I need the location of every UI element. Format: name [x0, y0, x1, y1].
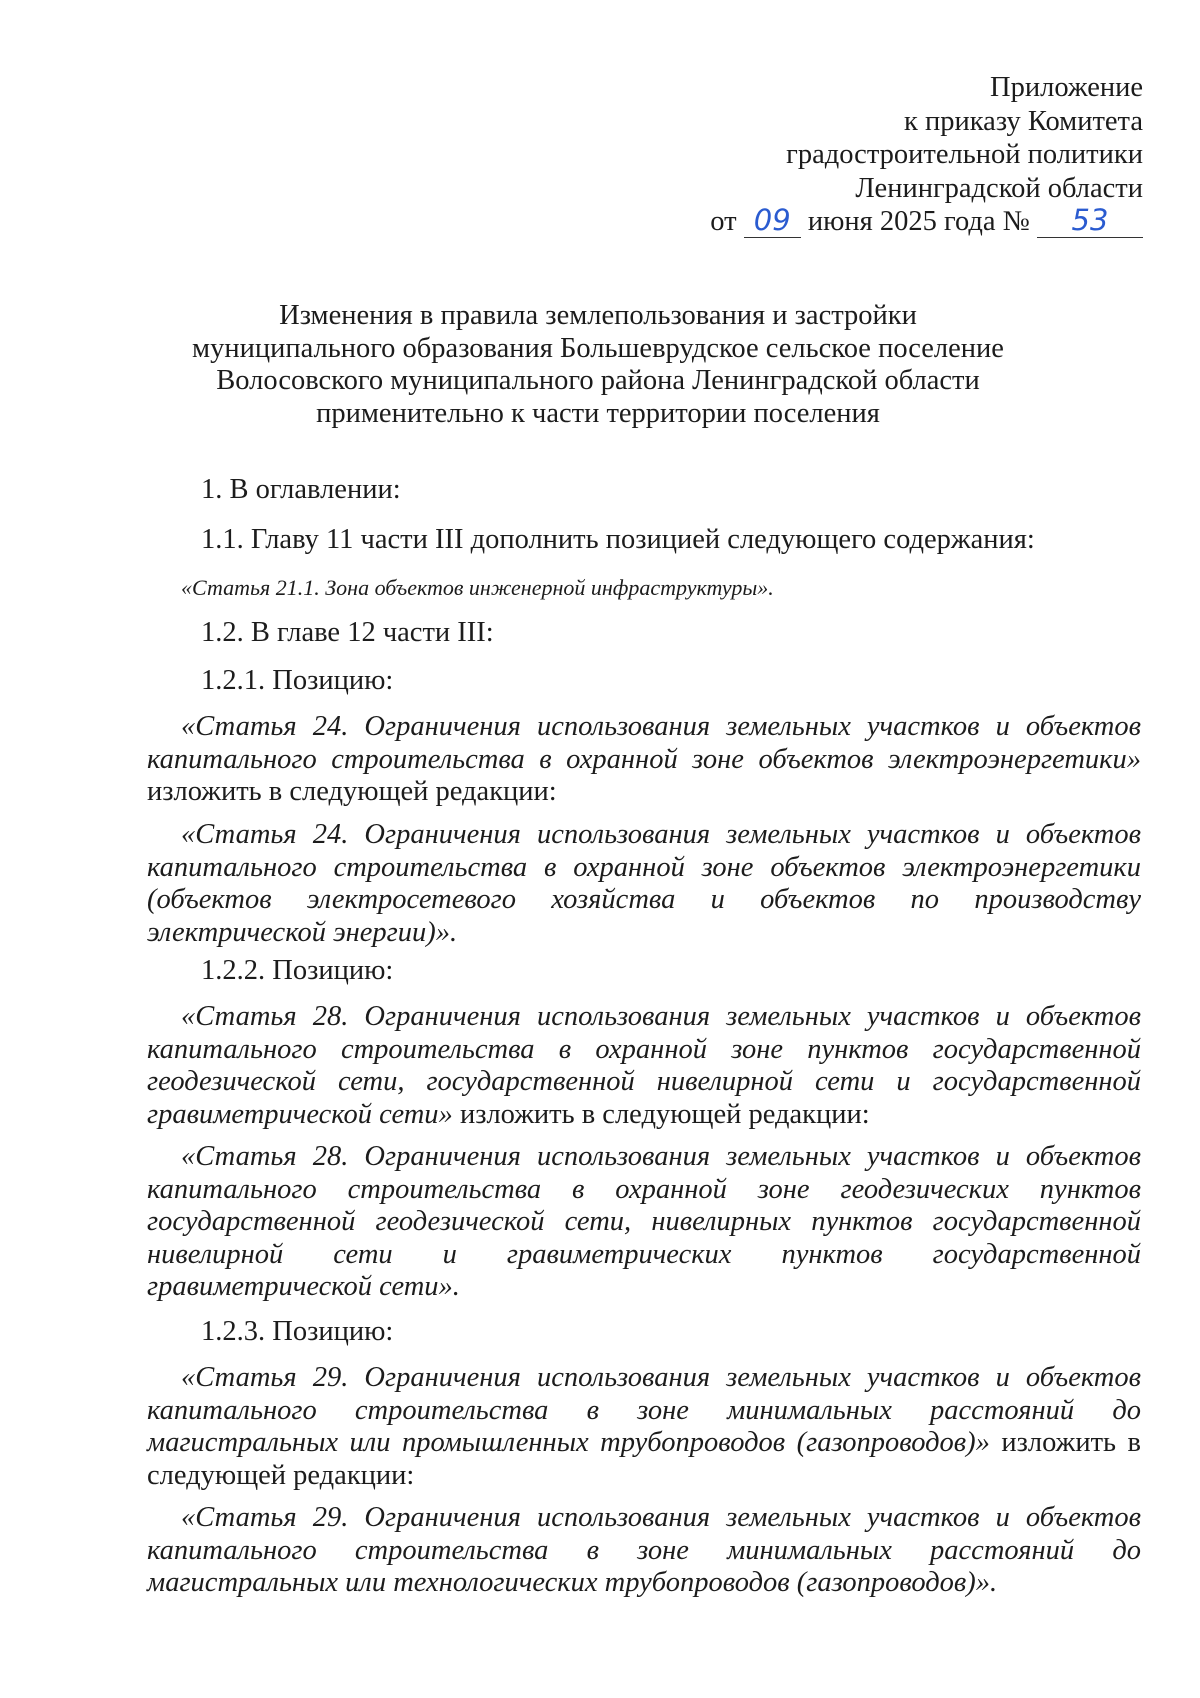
- article-29-old: «Статья 29. Ограничения использования земельных участков и объектов капитального строительства в зоне минимальных расстояний до магистральных или промышленных трубопроводов (газопроводов)» изложить в следующей редакции:: [147, 1362, 1142, 1491]
- list-item: 1.2.3. Позицию:: [201, 1316, 394, 1347]
- article-24-new: «Статья 24. Ограничения использования земельных участков и объектов капитального строительства в охранной зоне объектов электроэнергетики (объектов электросетевого хозяйства и объектов по производству электрической энергии)».: [147, 819, 1141, 948]
- article-29-new: «Статья 29. Ограничения использования земельных участков и объектов капитального строительства в зоне минимальных расстояний до магистральных или технологических трубопроводов (газопроводов)».: [147, 1502, 1141, 1598]
- handwritten-number: 53: [1071, 203, 1109, 237]
- article-28-new: «Статья 28. Ограничения использования земельных участков и объектов капитального строительства в охранной зоне геодезических пунктов государственной геодезической сети, нивелирных пунктов государственной нивелирной сети и гравиметрических пунктов государственной гравиметрической сети».: [147, 1141, 1141, 1302]
- document-title: [138, 300, 1058, 430]
- list-item: 1.2.2. Позицию:: [201, 955, 394, 986]
- appendix-header: [710, 71, 1143, 239]
- title-line: применительно к части территории поселения: [316, 397, 880, 429]
- date-prefix: от: [710, 206, 737, 237]
- header-line: градостроительной политики: [786, 139, 1143, 170]
- title-line: Изменения в правила землепользования и застройки: [279, 300, 917, 331]
- order-date-line: [710, 205, 1143, 239]
- article-24-old: «Статья 24. Ограничения использования земельных участков и объектов капитального строительства в охранной зоне объектов электроэнергетики» изложить в следующей редакции:: [147, 711, 1141, 807]
- header-line: Ленинградской области: [855, 172, 1143, 204]
- list-item: 1. В оглавлении:: [201, 474, 401, 505]
- title-line: Волосовского муниципального района Ленинградской области: [216, 365, 980, 396]
- number-sign: №: [1002, 206, 1030, 237]
- title-line: муниципального образования Большеврудское сельское поселение: [192, 332, 1004, 364]
- header-line: к приказу Комитета: [904, 105, 1143, 137]
- list-item: 1.2.1. Позицию:: [201, 665, 394, 696]
- date-month-year: июня 2025 года: [807, 206, 996, 237]
- list-item: 1.2. В главе 12 части III:: [201, 617, 494, 648]
- quoted-article: «Статья 21.1. Зона объектов инженерной инфраструктуры».: [181, 575, 774, 600]
- order-number-field: [1037, 205, 1143, 238]
- article-28-old: «Статья 28. Ограничения использования земельных участков и объектов капитального строительства в охранной зоне пунктов государственной геодезической сети, государственной нивелирной сети и государственной гравиметрической сети» изложить в следующей редакции:: [147, 1001, 1141, 1130]
- header-line: Приложение: [990, 72, 1143, 103]
- handwritten-day: 09: [753, 203, 791, 237]
- list-item: 1.1. Главу 11 части III дополнить позицией следующего содержания:: [201, 524, 1035, 555]
- date-day-field: [744, 205, 801, 238]
